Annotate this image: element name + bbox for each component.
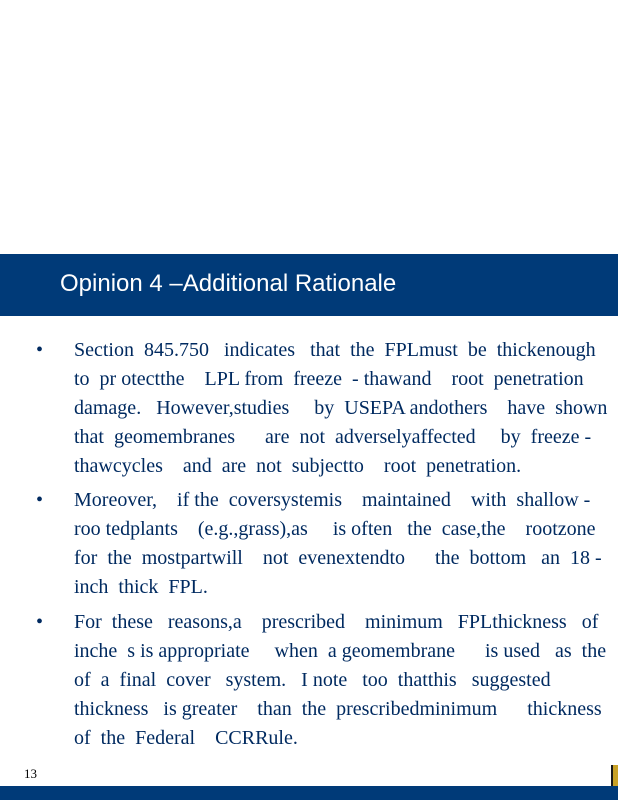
bullet-2-line-3: for the mostpartwill not evenextendto the bottom an 18 -: [74, 547, 602, 569]
bullet-1-line-2: to pr otectthe LPL from freeze - thawand root penetration: [74, 368, 584, 390]
bullet-2-line-4: inch thick FPL.: [74, 576, 208, 598]
bullet-3-line-5: of the Federal CCRRule.: [74, 727, 298, 749]
bullet-3-line-2: inche s is appropriate when a geomembrane is used as the: [74, 640, 607, 662]
bullet-2-line-1: Moreover, if the coversystemis maintained with shallow -: [74, 489, 591, 511]
corner-logo-mark: [611, 765, 618, 786]
bullet-3-line-4: thickness is greater than the prescribedminimum thickness: [74, 698, 602, 720]
bullet-3-line-3: of a final cover system. I note too thatthis suggested: [74, 669, 551, 691]
bullet-2-line-2: roo tedplants (e.g.,grass),as is often the case,the rootzone: [74, 518, 596, 540]
bullet-marker-2: •: [36, 489, 44, 511]
bullet-marker-1: •: [36, 339, 44, 361]
footer-band: [0, 786, 618, 800]
bullet-1-line-5: thawcycles and are not subjectto root penetration.: [74, 455, 522, 477]
slide-title: Opinion 4 –Additional Rationale: [60, 270, 397, 297]
bullet-1-line-1: Section 845.750 indicates that the FPLmust be thickenough: [74, 339, 596, 361]
bullet-1-line-3: damage. However,studies by USEPA andothers have shown: [74, 397, 608, 419]
bullet-marker-3: •: [36, 611, 44, 633]
bullet-3-line-1: For these reasons,a prescribed minimum FPLthickness of: [74, 611, 599, 633]
page-number: 13: [24, 766, 37, 781]
bullet-1-line-4: that geomembranes are not adverselyaffected by freeze -: [74, 426, 592, 448]
